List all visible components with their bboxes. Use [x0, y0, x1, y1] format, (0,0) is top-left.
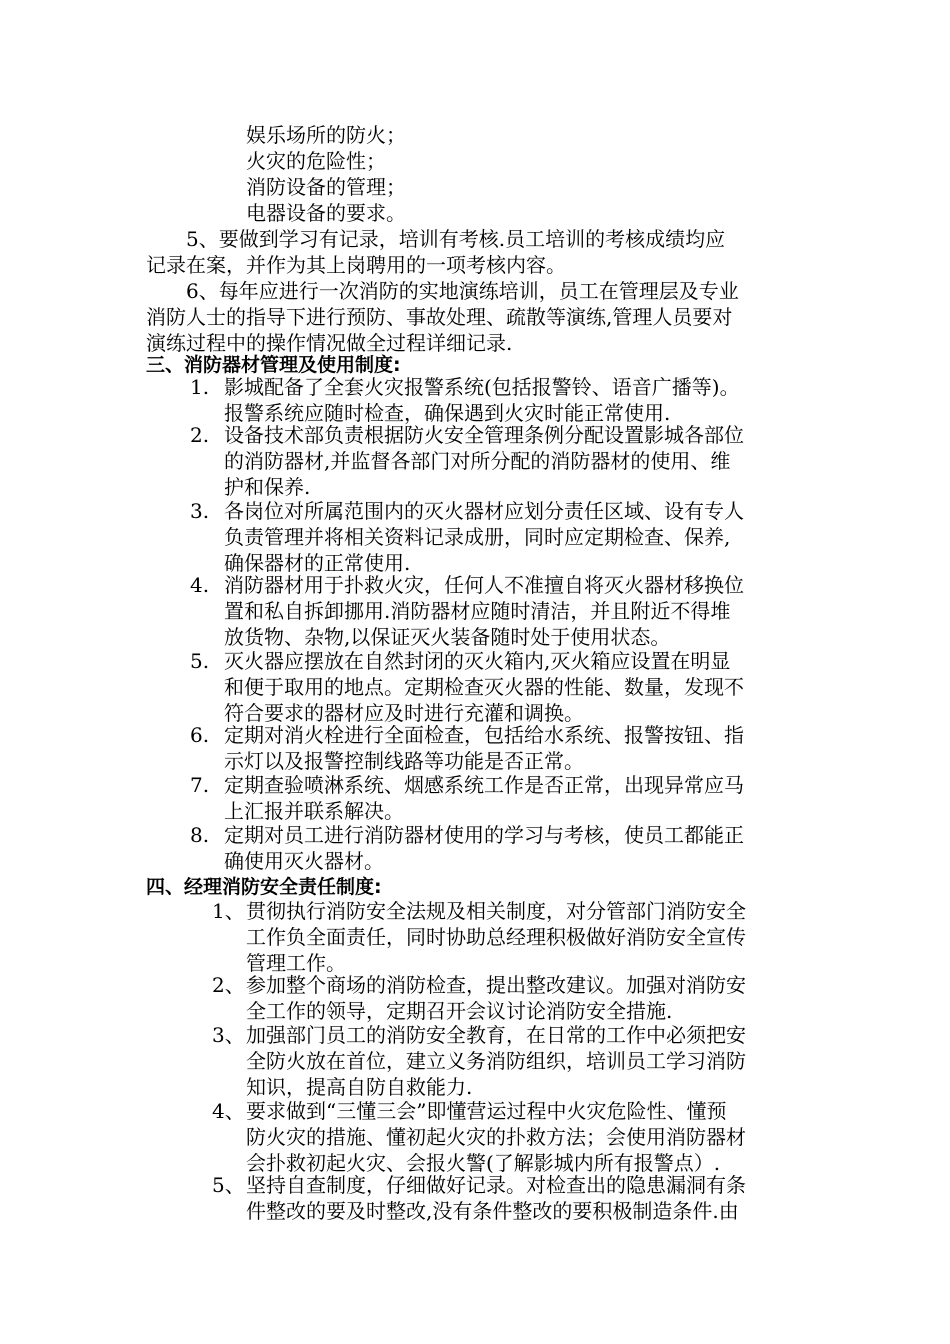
list-item-line: 工作负全面责任，同时协助总经理积极做好消防安全宣传 [246, 925, 746, 949]
list-item-number: 5. [190, 649, 210, 673]
list-item-line: 防火灾的措施、懂初起火灾的扑救方法；会使用消防器材 [246, 1125, 746, 1149]
list-item-line: 要求做到“三懂三会”即懂营运过程中火灾危险性、懂预 [246, 1099, 727, 1123]
list-item-line: 确使用灭火器材。 [224, 849, 384, 873]
list-item-line: 上汇报并联系解决。 [224, 799, 404, 823]
paragraph-line: 演练过程中的操作情况做全过程详细记录. [146, 331, 513, 355]
list-item-number: 2. [190, 423, 210, 447]
section-heading-3: 三、消防器材管理及使用制度: [146, 354, 401, 376]
sub-item: 娱乐场所的防火； [246, 123, 406, 147]
list-item-text [246, 1022, 746, 1100]
list-item-number: 3、 [212, 1023, 245, 1047]
list-item-line: 置和私自拆卸挪用.消防器材应随时清洁，并且附近不得堆 [224, 599, 731, 623]
list-item-line: 全防火放在首位，建立义务消防组织，培训员工学习消防 [246, 1049, 746, 1073]
list-item-line: 贯彻执行消防安全法规及相关制度，对分管部门消防安全 [246, 899, 746, 923]
list-item-number: 4、 [212, 1099, 245, 1123]
list-item-text [224, 722, 744, 774]
list-item-text [246, 898, 746, 976]
section-heading-4: 四、经理消防安全责任制度: [146, 876, 382, 898]
list-item-line: 件整改的要及时整改,没有条件整改的要积极制造条件.由 [246, 1199, 739, 1223]
list-item-number: 7. [190, 773, 210, 797]
list-item-line: 坚持自查制度，仔细做好记录。对检查出的隐患漏洞有条 [246, 1173, 746, 1197]
list-item-text [224, 498, 744, 576]
paragraph-line: 6、每年应进行一次消防的实地演练培训，员工在管理层及专业 [186, 279, 739, 303]
list-item-line: 定期对消火栓进行全面检查，包括给水系统、报警按钮、指 [224, 723, 744, 747]
paragraph-line: 消防人士的指导下进行预防、事故处理、疏散等演练,管理人员要对 [146, 305, 733, 329]
paragraph-line: 记录在案，并作为其上岗聘用的一项考核内容。 [146, 253, 566, 277]
list-item-number: 1、 [212, 899, 245, 923]
list-item-line: 影城配备了全套火灾报警系统(包括报警铃、语音广播等)。 [224, 375, 740, 399]
list-item-line: 消防器材用于扑救火灾，任何人不准擅自将灭火器材移换位 [224, 573, 744, 597]
list-item-text [224, 822, 744, 874]
list-item-text [246, 1098, 746, 1176]
list-item-number: 5、 [212, 1173, 245, 1197]
list-item-line: 报警系统应随时检查，确保遇到火灾时能正常使用. [224, 401, 671, 425]
list-item-line: 加强部门员工的消防安全教育，在日常的工作中必须把安 [246, 1023, 746, 1047]
list-item-number: 8. [190, 823, 210, 847]
list-item-line: 参加整个商场的消防检查，提出整改建议。加强对消防安 [246, 973, 746, 997]
list-item-number: 1. [190, 375, 210, 399]
sub-item: 电器设备的要求。 [246, 201, 406, 225]
list-item-line: 全工作的领导，定期召开会议讨论消防安全措施. [246, 999, 673, 1023]
paragraph-6 [146, 278, 806, 356]
paragraph-line: 5、要做到学习有记录，培训有考核.员工培训的考核成绩均应 [186, 227, 726, 251]
list-item-text [224, 772, 744, 824]
list-item-line: 定期查验喷淋系统、烟感系统工作是否正常，出现异常应马 [224, 773, 744, 797]
list-item-text [246, 1172, 746, 1224]
list-item-line: 定期对员工进行消防器材使用的学习与考核，使员工都能正 [224, 823, 744, 847]
list-item-line: 放货物、杂物,以保证灭火装备随时处于使用状态。 [224, 625, 671, 649]
list-item-line: 设备技术部负责根据防火安全管理条例分配设置影城各部位 [224, 423, 744, 447]
list-item-line: 负责管理并将相关资料记录成册，同时应定期检查、保养, [224, 525, 731, 549]
list-item-text [224, 572, 744, 650]
list-item-line: 的消防器材,并监督各部门对所分配的消防器材的使用、维 [224, 449, 731, 473]
list-item-text [246, 972, 746, 1024]
list-item-line: 各岗位对所属范围内的灭火器材应划分责任区域、设有专人 [224, 499, 744, 523]
list-item-line: 知识，提高自防自救能力. [246, 1075, 473, 1099]
list-item-line: 和便于取用的地点。定期检查灭火器的性能、数量，发现不 [224, 675, 744, 699]
list-item-number: 3. [190, 499, 210, 523]
list-item-line: 会扑救初起火灾、会报火警(了解影城内所有报警点）. [246, 1151, 721, 1175]
list-item-line: 符合要求的器材应及时进行充灌和调换。 [224, 701, 584, 725]
list-item-number: 2、 [212, 973, 245, 997]
list-item-text [224, 648, 744, 726]
paragraph-5 [146, 226, 806, 278]
sub-item: 火灾的危险性； [246, 149, 386, 173]
list-item-text [224, 422, 744, 500]
sub-item: 消防设备的管理； [246, 175, 406, 199]
list-item-line: 灭火器应摆放在自然封闭的灭火箱内,灭火箱应设置在明显 [224, 649, 731, 673]
list-item-line: 管理工作。 [246, 951, 346, 975]
list-item-line: 示灯以及报警控制线路等功能是否正常。 [224, 749, 584, 773]
list-item-text [224, 374, 740, 426]
list-item-number: 6. [190, 723, 210, 747]
list-item-line: 护和保养. [224, 475, 311, 499]
list-item-number: 4. [190, 573, 210, 597]
list-item-line: 确保器材的正常使用. [224, 551, 411, 575]
